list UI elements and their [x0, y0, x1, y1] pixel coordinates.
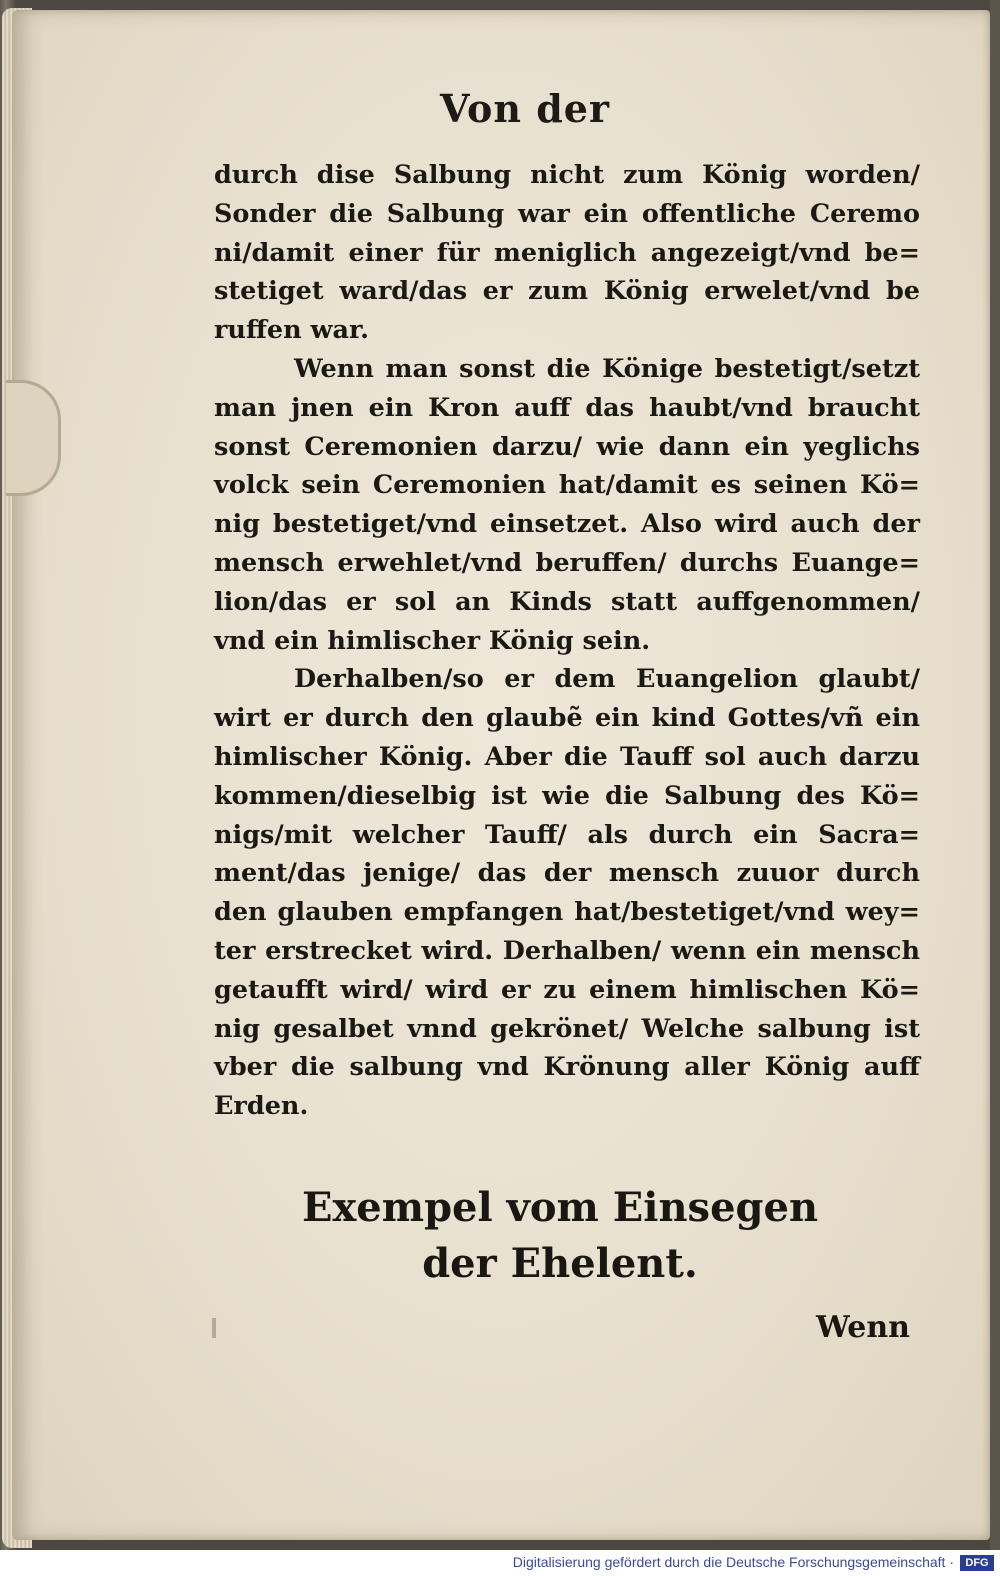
heading-line: der Ehelent.: [422, 1240, 698, 1287]
text-line: stetiget ward/das er zum König erwelet/vnd be: [214, 276, 920, 307]
text-line: lion/das er sol an Kinds statt auffgenommen/: [214, 586, 920, 617]
footer-credit: Digitalisierung gefördert durch die Deutsche Forschungsgemeinschaft ·: [512, 1554, 954, 1570]
text-line: ter erstrecket wird. Derhalben/ wenn ein mensch: [214, 935, 920, 966]
text-line: himlischer König. Aber die Tauff sol auch darzu: [214, 741, 920, 772]
text-line: Derhalben/so er dem Euangelion glaubt/: [294, 664, 920, 695]
text-line: vnd ein himlischer König sein.: [214, 625, 651, 656]
catchword: Wenn: [816, 1310, 910, 1345]
text-line: volck sein Ceremonien hat/damit es seinen Kö=: [214, 470, 920, 501]
cover-board: [990, 0, 1000, 1576]
text-line: man jnen ein Kron auff das haubt/vnd braucht: [214, 392, 920, 423]
text-line: wirt er durch den glaubẽ ein kind Gottes/vñ ein: [214, 703, 920, 734]
text-line: Sonder die Salbung war ein offentliche Ceremo: [214, 198, 920, 229]
dfg-logo: DFG: [960, 1555, 994, 1571]
section-heading: [300, 1180, 820, 1292]
text-line: sonst Ceremonien darzu/ wie dann ein yeglichs: [214, 431, 920, 462]
text-line: Wenn man sonst die Könige bestetigt/setzt: [294, 353, 920, 384]
text-line: nig gesalbet vnnd gekrönet/ Welche salbung ist: [214, 1013, 920, 1044]
text-line: nigs/mit welcher Tauff/ als durch ein Sacra=: [214, 819, 920, 850]
text-line: nig bestetiget/vnd einsetzet. Also wird auch der: [214, 509, 920, 540]
text-line: getaufft wird/ wird er zu einem himlischen Kö=: [214, 974, 920, 1005]
digitization-footer: [0, 1550, 1000, 1576]
text-line: vber die salbung vnd Krönung aller König auff: [214, 1052, 920, 1083]
page-tab-mark: [6, 380, 61, 496]
text-line: den glauben empfangen hat/bestetiget/vnd wey=: [214, 897, 920, 928]
text-line: ment/das jenige/ das der mensch zuuor durch: [214, 858, 920, 889]
text-line: mensch erwehlet/vnd beruffen/ durchs Euange=: [214, 547, 920, 578]
heading-line: Exempel vom Einsegen: [301, 1184, 819, 1231]
text-line: kommen/dieselbig ist wie die Salbung des Kö=: [214, 780, 920, 811]
body-text: [214, 156, 920, 1126]
running-head: Von der: [440, 86, 610, 131]
text-line: Erden.: [214, 1091, 309, 1122]
text-line: durch dise Salbung nicht zum König worden/: [214, 160, 920, 190]
ink-mark: [212, 1318, 216, 1338]
text-line: ruffen war.: [214, 315, 369, 346]
text-line: ni/damit einer für meniglich angezeigt/vnd be=: [214, 237, 920, 268]
